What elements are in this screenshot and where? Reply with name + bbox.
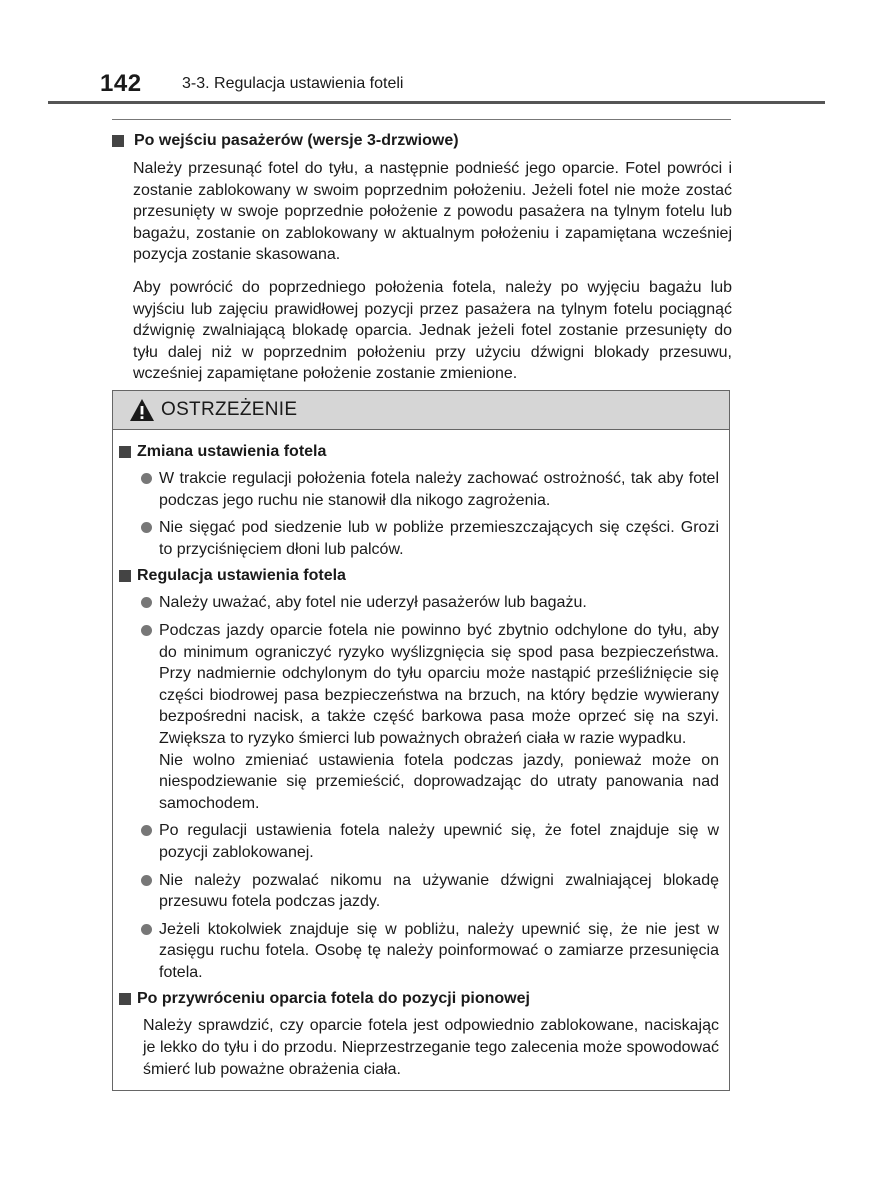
bullet-item	[159, 620, 719, 814]
paragraph: Aby powrócić do poprzedniego położenia fotela, należy po wyjęciu bagażu lub wyjściu lub zajęciu prawidłowej pozycji przez pasażera na tylnym fotelu pociągnąć dźwignię zwalniającą blokadę oparcia. Jednak jeżeli fotel zostanie przesunięty do tyłu dalej niż w poprzednim położeniu przy użyciu dźwigni blokady przesuwu, wcześniej zapamiętane położenie zostanie zmienione.	[133, 278, 732, 383]
warning-box	[112, 390, 730, 1091]
square-bullet-icon	[119, 570, 131, 582]
chapter-title: 3-3. Regulacja ustawienia foteli	[182, 75, 404, 92]
bullet-item	[159, 592, 719, 614]
content-divider	[112, 119, 731, 120]
warning-subheading	[119, 566, 719, 586]
section-heading-text: Po wejściu pasażerów (wersje 3-drzwiowe)	[134, 132, 459, 149]
bullet-text: Należy uważać, aby fotel nie uderzył pasażerów lub bagażu.	[159, 594, 587, 612]
warning-subheading	[119, 989, 719, 1009]
subheading-text: Zmiana ustawienia fotela	[137, 443, 327, 460]
bullet-item	[159, 468, 719, 511]
warning-triangle-icon	[129, 398, 155, 422]
bullet-item	[159, 517, 719, 560]
bullet-item	[159, 870, 719, 913]
warning-title: OSTRZEŻENIE	[161, 399, 298, 420]
paragraph: Należy przesunąć fotel do tyłu, a następnie podnieść jego oparcie. Fotel powróci i zostanie zablokowany w swoim poprzednim położeniu. Jeżeli fotel nie może zostać przesunięty w swoje poprzednie położenie z powodu pasażera na tylnym fotelu lub bagażu, zostanie on zablokowany w aktualnym położeniu i zapamiętana wcześniej pozycja zostanie skasowana.	[133, 160, 732, 264]
square-bullet-icon	[119, 446, 131, 458]
bullet-item	[159, 919, 719, 984]
subheading-text: Regulacja ustawienia fotela	[137, 567, 346, 585]
bullet-text: Nie sięgać pod siedzenie lub w pobliże przemieszczających się części. Grozi to przyciśnięciem dłoni lub palców.	[159, 519, 719, 558]
page-header	[0, 0, 880, 104]
subheading-text: Po przywróceniu oparcia fotela do pozycji pionowej	[137, 990, 530, 1008]
bullet-text: Nie należy pozwalać nikomu na używanie dźwigni zwalniającej blokadę przesuwu fotela podczas jazdy.	[159, 871, 719, 911]
section-after-passengers	[112, 131, 732, 385]
square-bullet-icon	[119, 993, 131, 1005]
warning-body	[113, 430, 729, 1080]
warning-header	[113, 391, 729, 430]
square-bullet-icon	[112, 135, 124, 147]
warning-subheading	[119, 442, 719, 462]
bullet-text: Po regulacji ustawienia fotela należy upewnić się, że fotel znajduje się w pozycji zablokowanej.	[159, 822, 719, 861]
warning-paragraph: Należy sprawdzić, czy oparcie fotela jest odpowiednio zablokowane, naciskając je lekko do tyłu i do przodu. Nieprzestrzeganie tego zalecenia może spowodować śmierć lub poważne obrażenia ciała.	[143, 1017, 719, 1078]
header-divider	[48, 101, 825, 104]
bullet-text: Jeżeli ktokolwiek znajduje się w pobliżu, należy upewnić się, że nie jest w zasięgu ruchu fotela. Osobę tę należy poinformować o zamiarze przesunięcia fotela.	[159, 920, 719, 981]
bullet-text-continued: Nie wolno zmieniać ustawienia fotela podczas jazdy, ponieważ może on niespodziewanie się przemieścić, doprowadzając do utraty panowania nad samochodem.	[159, 751, 719, 812]
bullet-item	[159, 820, 719, 863]
bullet-text: W trakcie regulacji położenia fotela należy zachować ostrożność, tak aby fotel podczas jego ruchu nie stanowił dla nikogo zagrożenia.	[159, 470, 719, 509]
section-heading	[112, 131, 732, 151]
page-number: 142	[100, 70, 142, 97]
bullet-text: Podczas jazdy oparcie fotela nie powinno być zbytnio odchylone do tyłu, aby do minimum ograniczyć ryzyko wyślizgnięcia się spod pasa bezpieczeństwa. Przy nadmiernie odchylonym do tyłu oparciu może nastąpić prześliźnięcie się części biodrowej pasa bezpieczeństwa na brzuch, na który będzie wywierany bezpośredni nacisk, a także część barkowa pasa może oprzeć się na szyi. Zwiększa to ryzyko śmierci lub poważnych obrażeń ciała w razie wypadku.	[159, 621, 719, 747]
